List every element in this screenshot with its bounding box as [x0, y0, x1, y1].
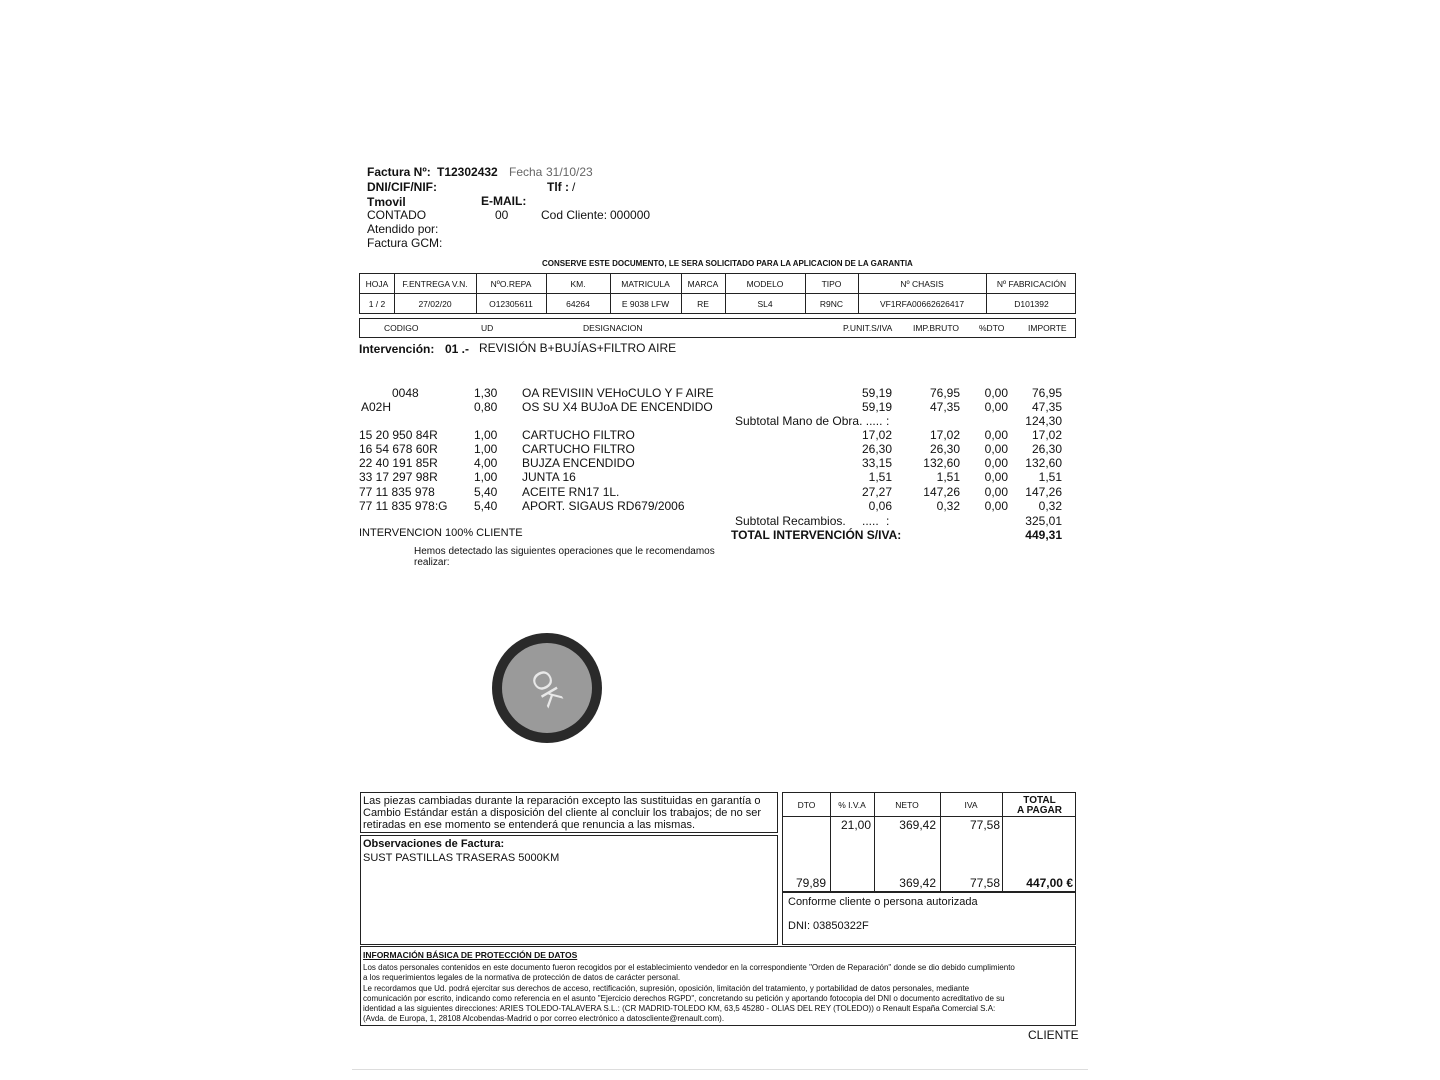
- line-unit: 33,15: [861, 456, 892, 470]
- privacy-line-3: Le recordamos que Ud. podrá ejercitar sus derechos de acceso, rectificación, supresión, oposición, limitación del tratamiento, y portabilidad de datos personales, mediante: [363, 984, 970, 993]
- vehicle-header-chasis: Nº CHASIS: [900, 279, 944, 289]
- col-dto: %DTO: [979, 323, 1005, 333]
- intervencion-cliente: INTERVENCION 100% CLIENTE: [359, 527, 523, 539]
- intervention-label: Intervención:: [359, 342, 435, 356]
- vehicle-value-entrega: 27/02/20: [418, 299, 452, 309]
- totals-header-total-2: A PAGAR: [1017, 805, 1062, 816]
- line-dto: 0,00: [984, 456, 1008, 470]
- privacy-title: INFORMACIÓN BÁSICA DE PROTECCIÓN DE DATOS: [363, 950, 578, 960]
- vehicle-header-hoja: HOJA: [365, 279, 389, 289]
- totals-final-dto: 79,89: [795, 876, 826, 890]
- line-code: 77 11 835 978:G: [359, 499, 448, 513]
- contado-label: CONTADO: [367, 208, 427, 222]
- intervention-number: 01 .-: [445, 342, 470, 356]
- vehicle-value-matricula: E 9038 LFW: [621, 299, 670, 309]
- totals-neto: 369,42: [899, 818, 936, 832]
- conforme-box: [782, 892, 1076, 945]
- contado-code: 00: [495, 208, 509, 222]
- line-amount: 132,60: [1025, 456, 1062, 470]
- line-amount: 47,35: [1031, 400, 1062, 414]
- totals-header-dto: DTO: [797, 800, 816, 810]
- tlf-value: /: [572, 180, 576, 194]
- totals-header-iva-pct: % I.V.A: [838, 800, 866, 810]
- line-desc: BUJZA ENCENDIDO: [522, 456, 635, 470]
- line-unit: 26,30: [861, 442, 892, 456]
- line-code: 77 11 835 978: [359, 485, 435, 499]
- line-unit: 1,51: [868, 470, 892, 484]
- cod-cliente-value: 000000: [610, 208, 651, 222]
- page-edge-line: [352, 1069, 1088, 1070]
- privacy-line-4: comunicación por escrito, indicando como referencia en el asunto "Ejercicio derechos RGPD", concretando su petición y aportando fotocopia del DNI o documento acreditativo de su: [363, 994, 1005, 1003]
- vehicle-header-orepa: NºO.REPA: [490, 279, 532, 289]
- factura-label: Factura Nº:: [367, 165, 431, 179]
- factura-number: T12302432: [437, 165, 498, 179]
- subtotal-labor-colon: :: [886, 414, 890, 428]
- totals-final-neto: 369,42: [899, 876, 936, 890]
- line-ud: 4,00: [474, 456, 498, 470]
- vehicle-value-fabricacion: D101392: [1014, 299, 1049, 309]
- conforme-label: Conforme cliente o persona autorizada: [788, 896, 978, 908]
- line-code: 15 20 950 84R: [359, 428, 438, 442]
- vehicle-header-matricula: MATRICULA: [621, 279, 670, 289]
- line-gross: 1,51: [936, 470, 960, 484]
- line-amount: 147,26: [1025, 485, 1062, 499]
- pieces-notice-line-2: Cambio Estándar están a disposición del cliente al concluir los trabajos; de no ser: [363, 807, 762, 819]
- line-gross: 26,30: [929, 442, 960, 456]
- lines-column-header: [359, 318, 1076, 338]
- line-unit: 17,02: [861, 428, 892, 442]
- pieces-notice-line-1: Las piezas cambiadas durante la reparación excepto las sustituidas en garantía o: [363, 795, 761, 807]
- totals-header-iva: IVA: [964, 800, 978, 810]
- line-gross: 47,35: [929, 400, 960, 414]
- totals-iva-pct: 21,00: [840, 818, 871, 832]
- tlf-label: Tlf :: [547, 180, 569, 194]
- subtotal-parts-colon: :: [886, 514, 890, 528]
- vehicle-value-km: 64264: [566, 299, 590, 309]
- line-code: 33 17 297 98R: [359, 470, 438, 484]
- warranty-notice: CONSERVE ESTE DOCUMENTO, LE SERA SOLICITADO PARA LA APLICACION DE LA GARANTIA: [542, 259, 913, 268]
- col-ud: UD: [481, 323, 494, 333]
- col-codigo: CODIGO: [384, 323, 419, 333]
- col-designacion: DESIGNACION: [583, 323, 643, 333]
- subtotal-labor-value: 124,30: [1025, 414, 1062, 428]
- line-desc: JUNTA 16: [522, 470, 576, 484]
- observations-text: SUST PASTILLAS TRASERAS 5000KM: [363, 852, 560, 864]
- line-dto: 0,00: [984, 442, 1008, 456]
- line-dto: 0,00: [984, 428, 1008, 442]
- conforme-dni: DNI: 03850322F: [788, 920, 869, 932]
- fecha-value: 31/10/23: [546, 165, 593, 179]
- col-punit: P.UNIT.S/IVA: [843, 323, 893, 333]
- line-ud: 1,00: [474, 442, 498, 456]
- vehicle-value-hoja: 1 / 2: [368, 299, 386, 309]
- vehicle-header-modelo: MODELO: [746, 279, 784, 289]
- line-dto: 0,00: [984, 386, 1008, 400]
- line-gross: 0,32: [936, 499, 960, 513]
- line-amount: 17,02: [1031, 428, 1062, 442]
- line-gross: 76,95: [929, 386, 960, 400]
- recommend-line-2: realizar:: [414, 557, 450, 568]
- vehicle-header-km: KM.: [570, 279, 586, 289]
- total-intervention-value: 449,31: [1025, 528, 1062, 542]
- line-unit: 0,06: [868, 499, 892, 513]
- line-dto: 0,00: [984, 400, 1008, 414]
- email-label: E-MAIL:: [481, 194, 527, 208]
- privacy-line-2: a los requerimientos legales de la normativa de protección de datos de carácter personal.: [363, 973, 681, 982]
- line-ud: 5,40: [474, 485, 498, 499]
- pieces-notice-line-3: retiradas en ese momento se entenderá que renuncia a las mismas.: [363, 819, 696, 831]
- line-amount: 26,30: [1031, 442, 1062, 456]
- quality-stamp: [492, 633, 602, 743]
- vehicle-header-fabricacion: Nº FABRICACIÓN: [996, 279, 1067, 289]
- vehicle-value-marca: RE: [697, 299, 709, 309]
- privacy-line-6: (Avda. de Europa, 1, 28108 Alcobendas-Madrid o por correo electrónico a datoscliente@renault.com).: [363, 1014, 725, 1023]
- line-unit: 27,27: [861, 485, 892, 499]
- line-ud: 1,00: [474, 470, 498, 484]
- observations-label: Observaciones de Factura:: [363, 838, 505, 850]
- atendido-label: Atendido por:: [367, 222, 439, 236]
- vehicle-header-tipo: TIPO: [821, 279, 842, 289]
- line-dto: 0,00: [984, 499, 1008, 513]
- line-desc: OA REVISIIN VEHoCULO Y F AIRE: [522, 386, 714, 400]
- fecha-label: Fecha: [509, 165, 543, 179]
- totals-final-total: 447,00 €: [1026, 876, 1073, 890]
- line-dto: 0,00: [984, 470, 1008, 484]
- footer-copy-label: CLIENTE: [1028, 1028, 1079, 1042]
- intervention-title: REVISIÓN B+BUJÍAS+FILTRO AIRE: [479, 341, 677, 355]
- line-desc: ACEITE RN17 1L.: [522, 485, 620, 499]
- totals-header-neto: NETO: [895, 800, 919, 810]
- subtotal-parts-label: Subtotal Recambios.: [735, 514, 846, 528]
- line-code: 0048: [392, 386, 419, 400]
- totals-final-iva: 77,58: [969, 876, 1000, 890]
- privacy-line-5: identidad a las siguientes direcciones: ARIES TOLEDO-TALAVERA S.L.: (CR MADRID-TOLEDO KM, 63,5 45280 - OLIAS DEL REY (TOLEDO)) o Renault España Comercial S.A:: [363, 1004, 996, 1013]
- line-desc: APORT. SIGAUS RD679/2006: [522, 499, 685, 513]
- line-desc: CARTUCHO FILTRO: [522, 442, 635, 456]
- line-ud: 0,80: [474, 400, 498, 414]
- vehicle-value-chasis: VF1RFA00662626417: [879, 299, 965, 309]
- line-code: A02H: [361, 400, 392, 414]
- vehicle-value-orepa: O12305611: [489, 299, 533, 309]
- tmovil-label: Tmovil: [367, 195, 406, 209]
- col-importe: IMPORTE: [1028, 323, 1067, 333]
- line-desc: CARTUCHO FILTRO: [522, 428, 635, 442]
- subtotal-parts-value: 325,01: [1025, 514, 1062, 528]
- vehicle-table: [359, 273, 1076, 314]
- line-code: 22 40 191 85R: [359, 456, 438, 470]
- line-gross: 132,60: [923, 456, 960, 470]
- vehicle-value-tipo: R9NC: [819, 299, 844, 309]
- cod-cliente-label: Cod Cliente:: [541, 208, 608, 222]
- line-ud: 1,30: [474, 386, 498, 400]
- line-gross: 17,02: [929, 428, 960, 442]
- totals-header-total-1: TOTAL: [1023, 795, 1056, 806]
- line-amount: 76,95: [1031, 386, 1062, 400]
- line-unit: 59,19: [861, 400, 892, 414]
- col-impbruto: IMP.BRUTO: [913, 323, 959, 333]
- line-ud: 5,40: [474, 499, 498, 513]
- vehicle-header-marca: MARCA: [687, 279, 719, 289]
- privacy-line-1: Los datos personales contenidos en este documento fueron recogidos por el establecimiento vendedor en la correspondiente "Orden de Reparación" donde se dio debido cumplimiento: [363, 963, 1015, 972]
- subtotal-parts-dots: .....: [862, 514, 879, 528]
- line-gross: 147,26: [923, 485, 960, 499]
- observations-box: [360, 835, 778, 945]
- stamp-ok-text: OK: [524, 664, 570, 712]
- line-unit: 59,19: [861, 386, 892, 400]
- vehicle-header-entrega: F.ENTREGA V.N.: [402, 279, 468, 289]
- total-intervention-label: TOTAL INTERVENCIÓN S/IVA:: [731, 528, 902, 542]
- totals-iva: 77,58: [969, 818, 1000, 832]
- subtotal-labor-label: Subtotal Mano de Obra. .....: [735, 414, 883, 428]
- line-dto: 0,00: [984, 485, 1008, 499]
- recommend-line-1: Hemos detectado las siguientes operaciones que le recomendamos: [414, 546, 715, 557]
- factura-gcm-label: Factura GCM:: [367, 236, 443, 250]
- line-ud: 1,00: [474, 428, 498, 442]
- totals-table: [782, 792, 1076, 892]
- line-code: 16 54 678 60R: [359, 442, 438, 456]
- line-desc: OS SU X4 BUJoA DE ENCENDIDO: [522, 400, 713, 414]
- dni-label: DNI/CIF/NIF:: [367, 180, 437, 194]
- vehicle-value-modelo: SL4: [757, 299, 773, 309]
- pieces-notice-box: [360, 792, 778, 833]
- line-amount: 1,51: [1038, 470, 1062, 484]
- line-amount: 0,32: [1038, 499, 1062, 513]
- privacy-box: [360, 946, 1076, 1026]
